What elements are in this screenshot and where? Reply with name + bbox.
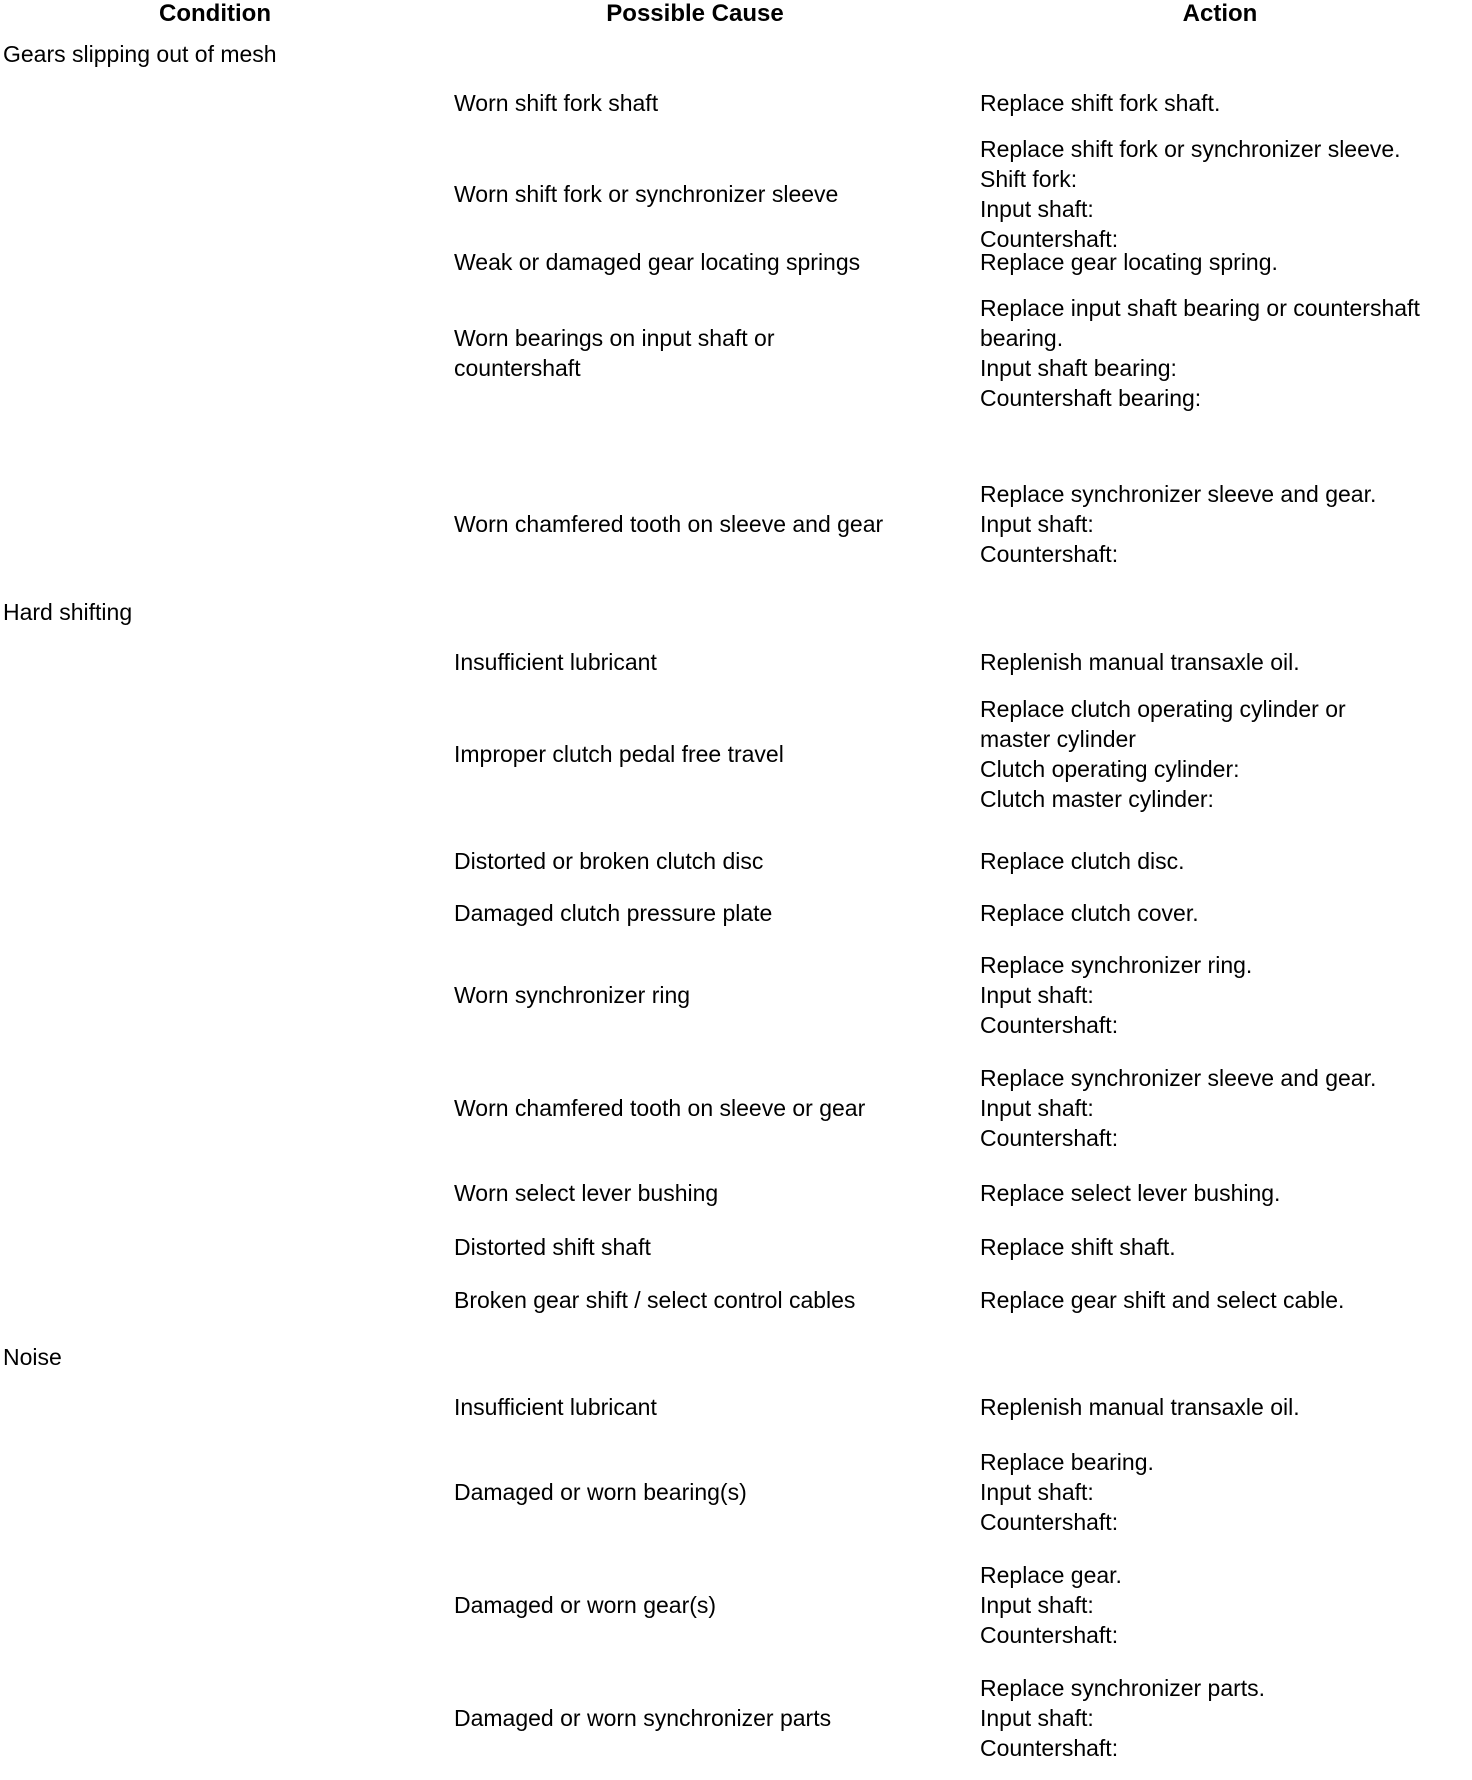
- action: [980, 1392, 1460, 1422]
- cause-line: Broken gear shift / select control cables: [454, 1287, 856, 1313]
- action-line: Replace synchronizer sleeve and gear.: [980, 1065, 1377, 1091]
- action-line: master cylinder: [980, 726, 1136, 752]
- cause-line: Distorted shift shaft: [454, 1234, 651, 1260]
- action-line: Countershaft:: [980, 1509, 1119, 1535]
- action-line: Countershaft:: [980, 1735, 1119, 1761]
- cause-line: Improper clutch pedal free travel: [454, 741, 784, 767]
- action: [980, 1285, 1460, 1315]
- action-line: Replace bearing.: [980, 1449, 1154, 1475]
- possible-cause: [454, 1178, 944, 1208]
- cause-line: Worn shift fork or synchronizer sleeve: [454, 181, 839, 207]
- action-line: Replace synchronizer ring.: [980, 952, 1253, 978]
- cause-line: Damaged clutch pressure plate: [454, 900, 773, 926]
- action: [980, 479, 1460, 569]
- action-line: Countershaft:: [980, 226, 1119, 252]
- possible-cause: [454, 846, 944, 876]
- action: [980, 1673, 1460, 1763]
- action: [980, 694, 1460, 814]
- action: [980, 647, 1460, 677]
- action: [980, 293, 1460, 413]
- possible-cause: [454, 1232, 944, 1262]
- action-line: Input shaft:: [980, 982, 1094, 1008]
- action-line: Countershaft bearing:: [980, 385, 1202, 411]
- possible-cause: [454, 1590, 944, 1620]
- cause-line: Insufficient lubricant: [454, 649, 657, 675]
- possible-cause: [454, 1477, 944, 1507]
- header-condition: Condition: [159, 0, 271, 27]
- action-line: Replenish manual transaxle oil.: [980, 649, 1300, 675]
- header-possible-cause: Possible Cause: [606, 0, 784, 27]
- cause-line: Weak or damaged gear locating springs: [454, 249, 861, 275]
- possible-cause: [454, 509, 944, 539]
- action: [980, 1560, 1460, 1650]
- action: [980, 1447, 1460, 1537]
- action-line: bearing.: [980, 325, 1064, 351]
- action-line: Countershaft:: [980, 541, 1119, 567]
- action-line: Input shaft:: [980, 196, 1094, 222]
- possible-cause: [454, 1703, 944, 1733]
- cause-line: Worn chamfered tooth on sleeve or gear: [454, 1095, 866, 1121]
- cause-line: Worn chamfered tooth on sleeve and gear: [454, 511, 884, 537]
- cause-line: countershaft: [454, 355, 581, 381]
- possible-cause: [454, 739, 944, 769]
- action-line: Replace synchronizer sleeve and gear.: [980, 481, 1377, 507]
- possible-cause: [454, 1285, 944, 1315]
- cause-line: Worn select lever bushing: [454, 1180, 719, 1206]
- possible-cause: [454, 179, 944, 209]
- action-line: Replace gear locating spring.: [980, 249, 1278, 275]
- action-line: Input shaft:: [980, 1095, 1094, 1121]
- action-line: Replace synchronizer parts.: [980, 1675, 1266, 1701]
- action-line: Countershaft:: [980, 1622, 1119, 1648]
- action-line: Replenish manual transaxle oil.: [980, 1394, 1300, 1420]
- action: [980, 134, 1460, 254]
- action: [980, 1178, 1460, 1208]
- action: [980, 1063, 1460, 1153]
- action-line: Replace clutch disc.: [980, 848, 1185, 874]
- action: [980, 247, 1460, 277]
- action-line: Countershaft:: [980, 1125, 1119, 1151]
- action-line: Input shaft:: [980, 1479, 1094, 1505]
- cause-line: Insufficient lubricant: [454, 1394, 657, 1420]
- action-line: Input shaft:: [980, 1705, 1094, 1731]
- condition-label: Hard shifting: [3, 599, 133, 625]
- cause-line: Worn bearings on input shaft or: [454, 325, 775, 351]
- action: [980, 846, 1460, 876]
- action-line: Shift fork:: [980, 166, 1078, 192]
- cause-line: Damaged or worn bearing(s): [454, 1479, 747, 1505]
- action-line: Replace gear shift and select cable.: [980, 1287, 1345, 1313]
- action-line: Clutch operating cylinder:: [980, 756, 1240, 782]
- action: [980, 88, 1460, 118]
- possible-cause: [454, 88, 944, 118]
- action: [980, 898, 1460, 928]
- action-line: Countershaft:: [980, 1012, 1119, 1038]
- cause-line: Worn shift fork shaft: [454, 90, 659, 116]
- cause-line: Worn synchronizer ring: [454, 982, 691, 1008]
- possible-cause: [454, 980, 944, 1010]
- action: [980, 1232, 1460, 1262]
- action-line: Replace shift fork or synchronizer sleeve.: [980, 136, 1401, 162]
- cause-line: Damaged or worn gear(s): [454, 1592, 717, 1618]
- possible-cause: [454, 898, 944, 928]
- action-line: Replace clutch operating cylinder or: [980, 696, 1346, 722]
- action-line: Replace select lever bushing.: [980, 1180, 1281, 1206]
- action-line: Input shaft bearing:: [980, 355, 1177, 381]
- cause-line: Distorted or broken clutch disc: [454, 848, 764, 874]
- condition-label: Gears slipping out of mesh: [3, 41, 277, 67]
- possible-cause: [454, 247, 944, 277]
- action-line: Replace gear.: [980, 1562, 1122, 1588]
- header-action: Action: [1182, 0, 1258, 27]
- possible-cause: [454, 647, 944, 677]
- possible-cause: [454, 1392, 944, 1422]
- action-line: Replace shift fork shaft.: [980, 90, 1221, 116]
- condition-label: Noise: [3, 1344, 62, 1370]
- action-line: Clutch master cylinder:: [980, 786, 1214, 812]
- possible-cause: [454, 323, 944, 383]
- action-line: Input shaft:: [980, 1592, 1094, 1618]
- action-line: Input shaft:: [980, 511, 1094, 537]
- action-line: Replace clutch cover.: [980, 900, 1199, 926]
- action-line: Replace input shaft bearing or countershaft: [980, 295, 1420, 321]
- cause-line: Damaged or worn synchronizer parts: [454, 1705, 832, 1731]
- action-line: Replace shift shaft.: [980, 1234, 1176, 1260]
- action: [980, 950, 1460, 1040]
- possible-cause: [454, 1093, 944, 1123]
